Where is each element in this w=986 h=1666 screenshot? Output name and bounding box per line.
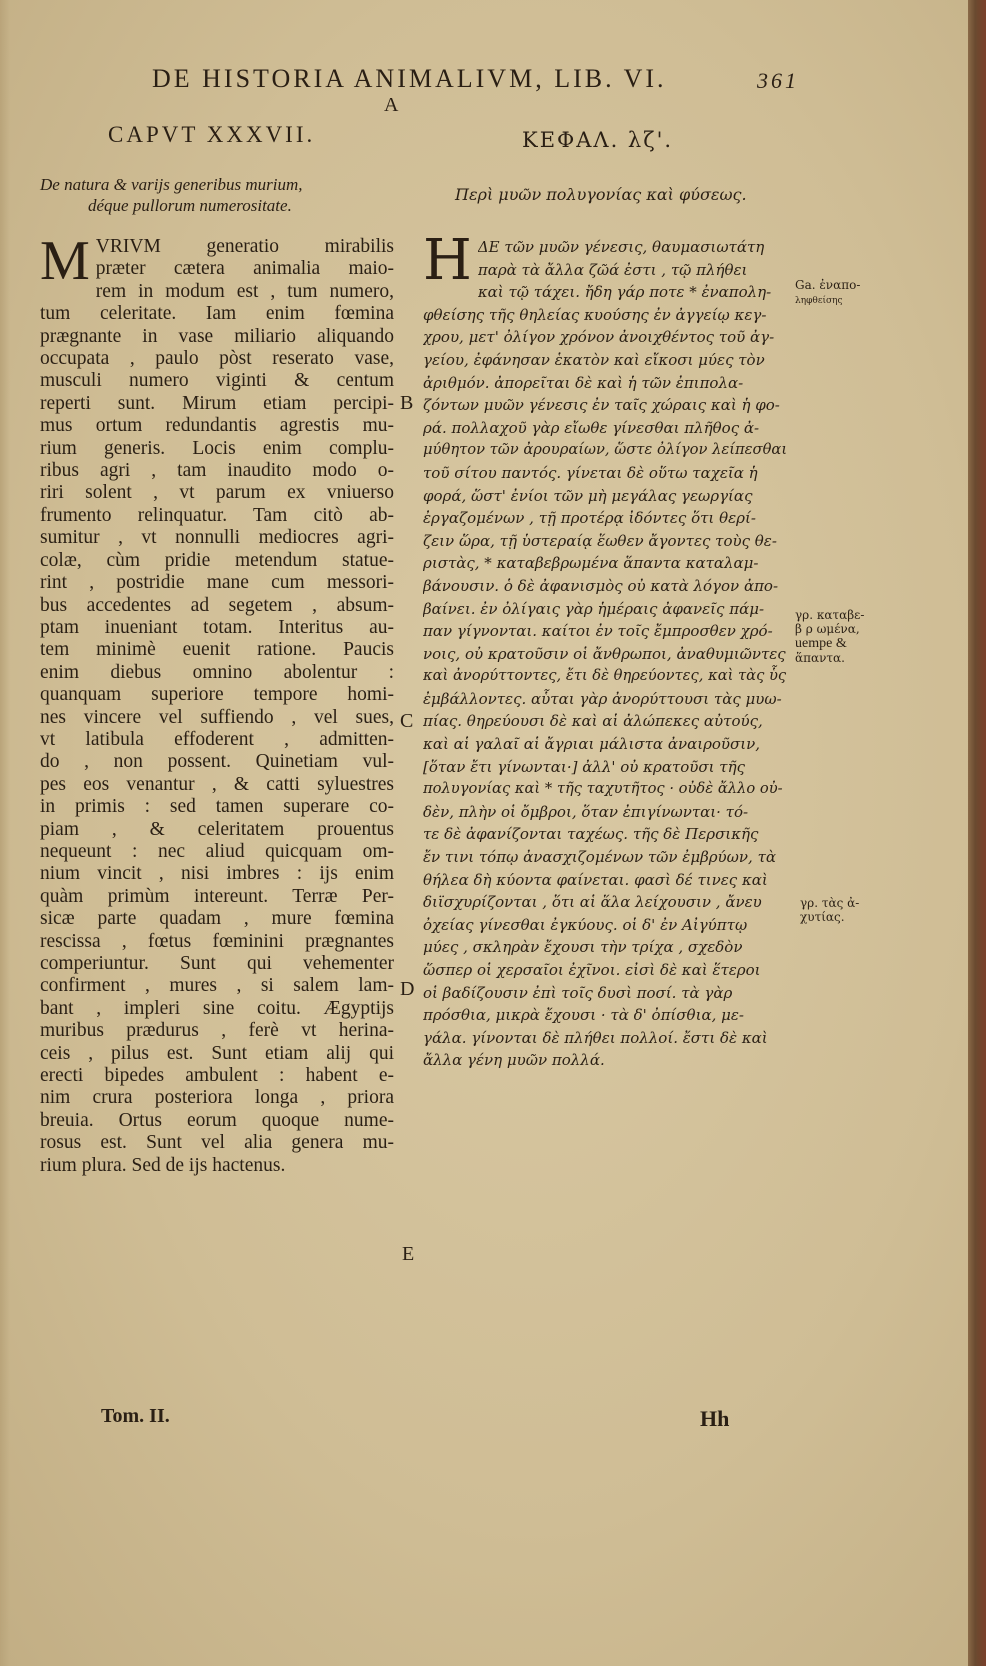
greek-text-line: βαίνει. ἐν ὀλίγαις γὰρ ἡμέραις ἀφανεῖς πάμ- (423, 599, 765, 618)
greek-text-line: παν γίγνονται. καίτοι ἐν τοῖς ἔμπροσθεν χρό- (423, 622, 773, 641)
latin-text-line: VRIVM generatio mirabilis (95, 236, 394, 257)
greek-chapter-heading: ΚΕΦΑΛ. λζ'. (522, 128, 674, 152)
section-marker-a: A (384, 94, 399, 116)
greek-text-line: μύθητον τῶν ἀρουραίων, ὥστε ὀλίγον λείπεσθαι (423, 441, 788, 459)
latin-drop-cap: M (40, 230, 90, 292)
latin-text-line: rosus est. Sunt vel alia genera mu- (40, 1132, 394, 1154)
latin-text-line: ptam inueniant totam. Interitus au- (40, 616, 394, 638)
latin-subtitle-line-1: De natura & varijs generibus murium, (40, 175, 303, 194)
latin-text-line: ceis , pilus est. Sunt etiam alij qui (40, 1042, 394, 1064)
latin-chapter-heading: CAPVT XXXVII. (108, 122, 316, 147)
latin-text-line: tem minimè euenit ratione. Paucis (40, 639, 394, 661)
margin-note-1: Ga. ἐναπο- ληφθείσης (795, 278, 861, 306)
greek-text-line: γάλα. γίνονται δὲ πλήθει πολλοί. ἔστι δὲ καὶ (423, 1028, 768, 1047)
latin-text-line: prægnante in vase miliario aliquando (40, 325, 394, 347)
greek-text-line: καὶ αἱ γαλαῖ αἱ ἄγριαι μάλιστα ἀναιροῦσιν, (423, 735, 761, 754)
margin-note-2: γρ. καταβε- β ρ ωμένα, uempe & ἅπαντα. (795, 608, 865, 665)
latin-text-line: occupata , paulo pòst reserato vase, (40, 348, 394, 370)
greek-text-line: καὶ τῷ τάχει. ἤδη γάρ ποτε * ἐναπολη- (477, 283, 772, 302)
latin-text-line: pes eos venantur , & catti syluestres (40, 773, 394, 795)
latin-text-line: sumitur , vt nonnulli mediocres agri- (40, 527, 394, 549)
latin-text-line: enim diebus omnino abolentur : (40, 661, 394, 683)
signature-mark-left: Tom. II. (101, 1405, 170, 1427)
greek-text-line: ριστὰς, * καταβεβρωμένα ἅπαντα καταλαμ- (423, 554, 759, 573)
greek-text-line: δὲν, πλὴν οἱ ὄμβροι, ὅταν ἐπιγίνωνται· τό- (423, 802, 749, 821)
latin-text-line: piam , & celeritatem prouentus (40, 818, 394, 840)
greek-text-line: ρά. πολλαχοῦ γὰρ εἴωθε γίνεσθαι πλῆθος ἀ- (423, 418, 760, 437)
latin-text-line: colæ, cùm pridie metendum statue- (40, 549, 394, 571)
latin-chapter-subtitle (40, 174, 385, 216)
latin-text-line: vt latibula effoderent , admitten- (40, 728, 394, 750)
latin-text-line: frumento relinquatur. Tam citò ab- (40, 504, 394, 526)
section-marker-b: B (400, 392, 414, 414)
latin-text-line: ribus agri , tam inaudito modo o- (40, 460, 394, 482)
latin-text-line: in primis : sed tamen superare co- (40, 796, 394, 818)
latin-text-line: riri solent , vt parum ex vniuerso (40, 482, 394, 504)
greek-text-line: ἐμβάλλοντες. αὗται γὰρ ἀνορύττουσι τὰς μυω- (423, 689, 782, 708)
latin-text-line: bus accedentes ad segetem , absum- (40, 594, 394, 616)
greek-text-line: πίας. θηρεύουσι δὲ καὶ αἱ ἀλώπεκες αὐτούς, (423, 712, 763, 731)
latin-text-line: sicæ parte quadam , mure fœmina (40, 908, 394, 930)
greek-text-line: ἐργαζομένων , τῇ προτέρᾳ ἰδόντες ὅτι θερί- (423, 509, 756, 528)
margin-note-3: γρ. τὰς ἀ- χυτίας. (800, 896, 860, 924)
greek-text-line: τε δὲ ἀφανίζονται ταχέως. τῆς δὲ Περσικῆς (423, 825, 759, 844)
latin-text-line: nium vincit , nisi imbres : ijs enim (40, 863, 394, 885)
section-marker-d: D (400, 978, 415, 1000)
latin-text-line: rium generis. Locis enim complu- (40, 437, 394, 459)
latin-text-line: mus ortum redundantis agrestis mu- (40, 415, 394, 437)
latin-text-line: comperiuntur. Sunt qui vehementer (40, 953, 394, 974)
greek-text-line: [ὅταν ἔτι γίνωνται·] ἀλλ' οὐ κρατοῦσι τῆς (423, 757, 745, 776)
page-gutter (0, 0, 10, 1666)
greek-text-line: φθείσης τῆς θηλείας κυούσης ἐν ἀγγείῳ κεγ- (423, 305, 767, 324)
greek-text-line: βάνουσιν. ὁ δὲ ἀφανισμὸς οὐ κατὰ λόγον ἀπο- (423, 576, 779, 595)
greek-text-line: ζόντων μυῶν γένεσις ἐν ταῖς χώραις καὶ ἡ φο- (423, 396, 780, 415)
latin-text-line: erecti bipedes ambulent : habent e- (40, 1065, 394, 1087)
greek-text-line: τοῦ σίτου παντός. γίνεται δὲ οὕτω ταχεῖα ἡ (423, 463, 758, 482)
greek-text-line: θήλεα δὴ κύοντα φαίνεται. φασὶ δέ τινες καὶ (423, 870, 768, 889)
latin-text-line: confirment , mures , si salem lam- (40, 975, 394, 997)
section-marker-e: E (402, 1243, 415, 1265)
latin-subtitle-line-2: déque pullorum numerositate. (88, 196, 292, 215)
latin-text-line: præter cætera animalia maio- (95, 258, 394, 280)
greek-text-line: ἀριθμόν. ἀπορεῖται δὲ καὶ ἡ τῶν ἐπιπολα- (423, 373, 744, 392)
page-number: 361 (757, 68, 799, 93)
section-marker-c: C (400, 710, 414, 732)
latin-text-column (40, 230, 394, 1177)
greek-text-line: χρου, μετ' ὀλίγον χρόνον ἀνοιχθέντος τοῦ ἀγ- (423, 328, 775, 347)
latin-text-line: bant , impleri sine coitu. Ægyptijs (40, 997, 394, 1019)
greek-text-line: φορά, ὥστ' ἐνίοι τῶν μὴ μεγάλας γεωργίας (423, 486, 753, 505)
greek-text-line: ἔν τινι τόπῳ ἀνασχιζομένων τῶν ἐμβρύων, τὰ (423, 848, 776, 867)
running-head-title: DE HISTORIA ANIMALIVM, LIB. VI. (152, 64, 667, 93)
latin-text-line: nes vincere vel suffiendo , vel sues, (40, 706, 394, 728)
greek-text-line: παρὰ τὰ ἄλλα ζῶά ἐστι , τῷ πλήθει (477, 260, 748, 279)
greek-text-line: νοις, οὐ κρατοῦσιν οἱ ἄνθρωποι, ἀναθυμιῶντες (423, 644, 786, 663)
greek-text-column (423, 228, 788, 1072)
greek-text-line: ἄλλα γένη μυῶν πολλά. (423, 1051, 605, 1070)
greek-text-line: γείου, ἐφάνησαν ἑκατὸν καὶ εἴκοσι μύες τὸν (423, 350, 765, 369)
greek-drop-cap: Η (423, 228, 472, 293)
latin-text-line: rium plura. Sed de ijs hactenus. (40, 1154, 286, 1176)
greek-text-line: μύες , σκληρὰν ἔχουσι τὴν τρίχα , σχεδὸν (423, 938, 743, 957)
greek-text-line: πρόσθια, μικρὰ ἔχουσι · τὰ δ' ὀπίσθια, με- (423, 1006, 744, 1025)
latin-text-line: do , non possent. Quinetiam vul- (40, 751, 394, 773)
book-fore-edge (968, 0, 986, 1666)
greek-text-line: οἱ βαδίζουσιν ἐπὶ τοῖς δυσὶ ποσί. τὰ γὰρ (423, 983, 733, 1002)
latin-text-line: muribus prædurus , ferè vt herina- (40, 1020, 394, 1042)
greek-text-line: ὀχείας γίνεσθαι ἐγκύους. οἱ δ' ἐν Αἰγύπτῳ (423, 915, 748, 934)
latin-text-line: rem in modum est , tum numero, (95, 280, 394, 302)
latin-text-line: breuia. Ortus eorum quoque nume- (40, 1109, 394, 1131)
greek-text-line: πολυγονίας καὶ * τῆς ταχυτῆτος · οὐδὲ ἄλλο οὐ- (423, 780, 783, 798)
latin-text-line: quàm primùm intereunt. Terræ Per- (40, 885, 394, 907)
greek-text-line: καὶ ἀνορύττοντες, ἔτι δὲ θηρεύοντες, καὶ τὰς ὗς (423, 667, 787, 685)
greek-text-line: ὥσπερ οἱ χερσαῖοι ἐχῖνοι. εἰσὶ δὲ καὶ ἕτεροι (423, 961, 761, 979)
greek-chapter-subtitle: Περὶ μυῶν πολυγονίας καὶ φύσεως. (455, 185, 747, 204)
latin-text-line: nim crura posteriora longa , priora (40, 1087, 394, 1109)
latin-text-line: quanquam superiore tempore homi- (40, 684, 394, 706)
latin-text-line: rint , postridie mane cum messori- (40, 572, 394, 594)
latin-text-line: tum celeritate. Iam enim fœmina (40, 303, 394, 325)
latin-text-line: rescissa , fœtus fœminini prægnantes (40, 930, 394, 952)
greek-text-line: διϊσχυρίζονται , ὅτι αἱ ἅλα λείχουσιν , ἄνευ (423, 893, 762, 912)
greek-text-line: ζειν ὥρα, τῇ ὑστεραίᾳ ἕωθεν ἄγοντες τοὺς θε- (423, 531, 777, 550)
signature-mark-right: Hh (700, 1406, 730, 1431)
latin-text-line: nequeunt : nec aliud quicquam om- (40, 840, 394, 862)
latin-text-line: musculi numero viginti & centum (40, 370, 394, 392)
greek-text-line: ΔΕ τῶν μυῶν γένεσις, θαυμασιωτάτη (477, 238, 765, 256)
latin-text-line: reperti sunt. Mirum etiam percipi- (40, 392, 394, 414)
